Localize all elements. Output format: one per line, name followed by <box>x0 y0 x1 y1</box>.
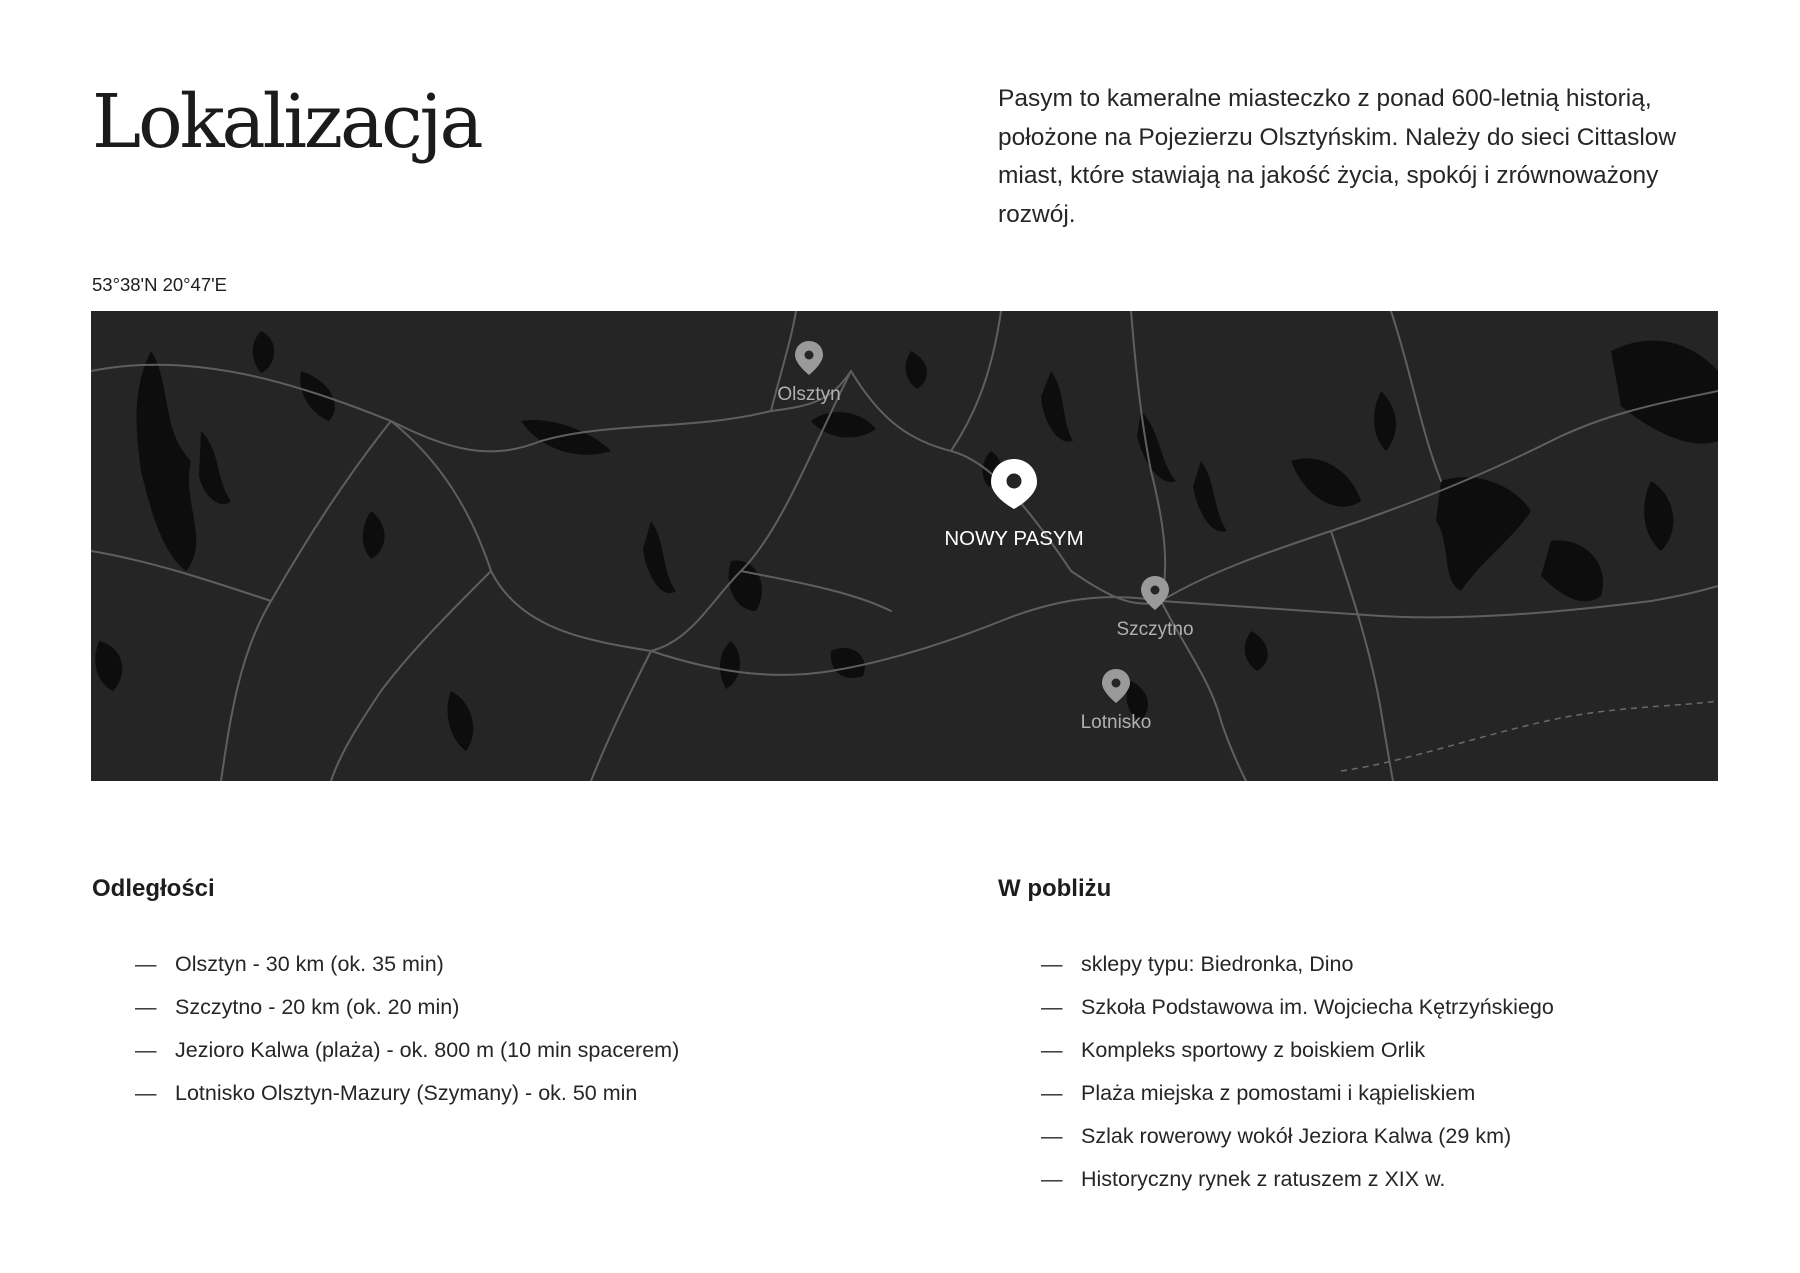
nearby-item-text: Historyczny rynek z ratuszem z XIX w. <box>1081 1167 1446 1191</box>
dash-bullet: — <box>1041 1081 1063 1105</box>
list-item <box>998 946 1554 989</box>
page-title: Lokalizacja <box>92 79 481 165</box>
distance-item-text: Olsztyn - 30 km (ok. 35 min) <box>175 952 444 976</box>
list-item <box>998 1118 1554 1161</box>
dash-bullet: — <box>1041 1124 1063 1148</box>
nearby-item-text: Plaża miejska z pomostami i kąpieliskiem <box>1081 1081 1476 1105</box>
list-item <box>998 1161 1554 1204</box>
map-label-olsztyn: Olsztyn <box>777 384 841 405</box>
nearby-item-text: Kompleks sportowy z boiskiem Orlik <box>1081 1038 1426 1062</box>
distance-item-text: Szczytno - 20 km (ok. 20 min) <box>175 995 460 1019</box>
list-item <box>92 1032 679 1075</box>
distances-list <box>92 946 679 1118</box>
intro-paragraph: Pasym to kameralne miasteczko z ponad 600-letnią historią, położone na Pojezierzu Olsztyńskim. Należy do sieci Cittaslow miast, które stawiają na jakość życia, spokój i zrównoważony rozwój. <box>998 85 1677 228</box>
list-item <box>92 1075 679 1118</box>
list-item <box>92 946 679 989</box>
distance-item-text: Lotnisko Olsztyn-Mazury (Szymany) - ok. 50 min <box>175 1081 638 1105</box>
map-label-szczytno: Szczytno <box>1116 619 1194 640</box>
dash-bullet: — <box>1041 995 1063 1019</box>
list-item <box>998 1032 1554 1075</box>
dash-bullet: — <box>1041 1167 1063 1191</box>
dash-bullet: — <box>135 1081 157 1105</box>
map-canvas <box>91 311 1718 781</box>
distance-item-text: Jezioro Kalwa (plaża) - ok. 800 m (10 min spacerem) <box>175 1038 680 1062</box>
list-item <box>998 1075 1554 1118</box>
dash-bullet: — <box>135 1038 157 1062</box>
map-label-main: NOWY PASYM <box>944 527 1084 550</box>
dash-bullet: — <box>135 995 157 1019</box>
location-map[interactable] <box>91 311 1718 781</box>
nearby-item-text: sklepy typu: Biedronka, Dino <box>1081 952 1354 976</box>
list-item <box>92 989 679 1032</box>
nearby-list <box>998 946 1554 1204</box>
dash-bullet: — <box>1041 952 1063 976</box>
coordinates-label: 53°38'N 20°47'E <box>92 274 228 295</box>
distances-heading: Odległości <box>92 875 215 902</box>
dash-bullet: — <box>135 952 157 976</box>
nearby-heading: W pobliżu <box>998 875 1112 902</box>
nearby-item-text: Szlak rowerowy wokół Jeziora Kalwa (29 km) <box>1081 1124 1512 1148</box>
map-label-lotnisko: Lotnisko <box>1080 712 1152 733</box>
list-item <box>998 989 1554 1032</box>
dash-bullet: — <box>1041 1038 1063 1062</box>
nearby-item-text: Szkoła Podstawowa im. Wojciecha Kętrzyńskiego <box>1081 995 1554 1019</box>
